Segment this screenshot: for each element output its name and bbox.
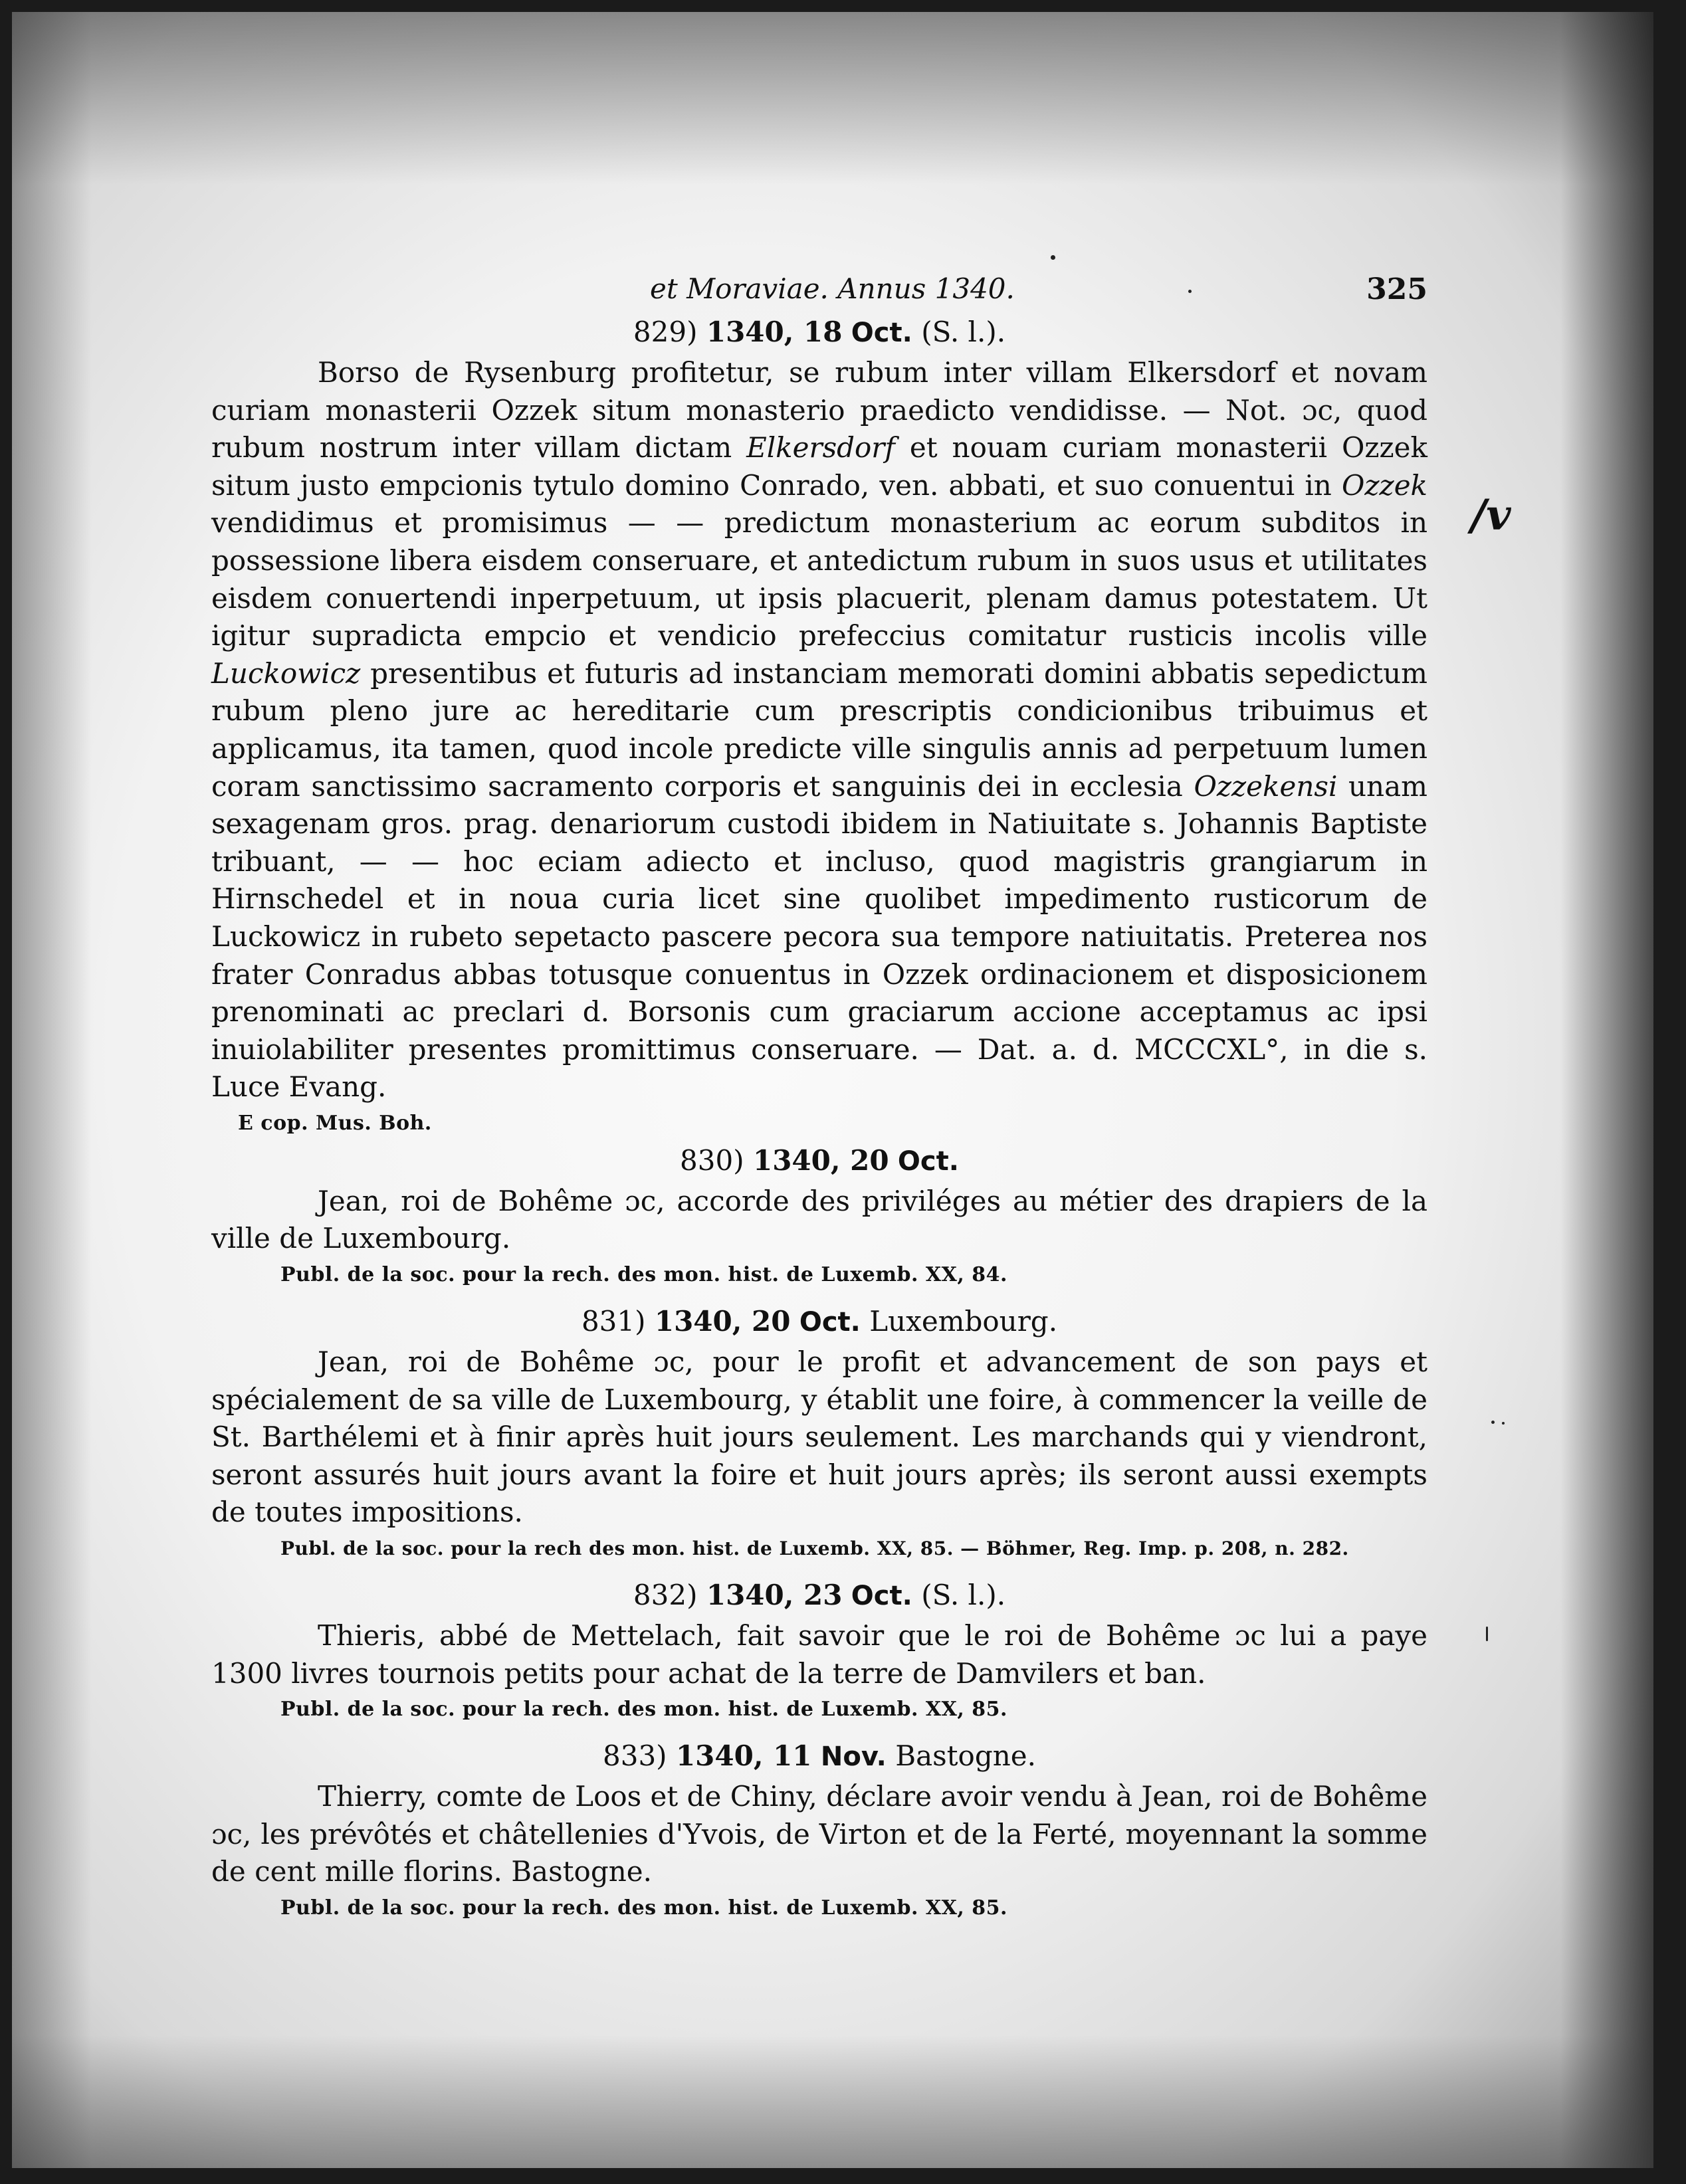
entry-heading [211,1577,1427,1615]
entry-829 [211,314,1427,1138]
entry-832 [211,1577,1427,1724]
running-head [211,272,1427,312]
italic-place-name: Elkersdorf [746,431,895,464]
page-number: 325 [1366,272,1427,306]
entry-source: E cop. Mus. Boh. [238,1111,432,1135]
entry-date: 1340, 23 [706,1579,843,1612]
entry-place: (S. l.). [921,1579,1006,1612]
entry-text: Thierry, comte de Loos et de Chiny, déclare avoir vendu à Jean, roi de Bohême ɔc, les prévôtés et châtellenies d'Yvois, de Virton et de la Ferté, moyennant la somme de cent mille florins. Bastogne. [211,1780,1427,1888]
entry-month: Oct. [897,1145,959,1177]
speck-mark [1051,255,1055,260]
entry-heading [211,314,1427,351]
entry-date: 1340, 20 [654,1305,791,1338]
entry-date: 1340, 11 [675,1739,812,1773]
entry-number: 830) [680,1143,744,1177]
text-run: et nouam curiam monasterii Ozzek situm justo empcionis tytulo domino Conrado, ven. abbati, et suo conuentui in [211,431,1427,502]
entry-place: (S. l.). [921,316,1006,348]
entry-text: Jean, roi de Bohême ɔc, pour le profit et advancement de son pays et spécialement de sa ville de Luxembourg, y établit une foire, à commencer la veille de St. Barthélemi et à finir après huit jours seulement. Les marchands qui y viendront, seront assurés huit jours avant la foire et huit jours après; ils seront aussi exempts de toutes impositions. [211,1345,1427,1529]
page-shadow-bottom [12,2035,1653,2168]
entry-heading [211,1142,1427,1180]
entry-month: Oct. [851,318,912,348]
entry-number: 832) [633,1579,698,1612]
entry-month: Oct. [799,1307,861,1338]
speck-mark [1486,1627,1488,1641]
text-run: presentibus et futuris ad instanciam memorati domini abbatis sepedictum rubum pleno jure ac hereditarie cum prescriptis condicionibus tribuimus et applicamus, ita tamen, quod incole predicte ville singulis annis ad perpetuum lumen coram sanctissimo sacramento corporis et sanguinis dei in ecclesia [211,656,1427,803]
entry-place: Luxembourg. [869,1305,1058,1338]
entry-heading [211,1303,1427,1341]
entry-month: Nov. [820,1741,887,1773]
text-run: Borso de Rysenburg profitetur, se rubum inter villam Elkersdorf et novam curiam monasterii Ozzek situm monasterio praedicto vendidisse. — Not. ɔc, quod rubum nostrum inter villam dictam [211,356,1427,464]
italic-place-name: Ozzek [1342,468,1427,502]
book-page [12,12,1653,2168]
entry-number: 829) [633,316,698,348]
entry-month: Oct. [851,1581,912,1612]
entry-source: Publ. de la soc. pour la rech. des mon. hist. de Luxemb. XX, 84. [280,1263,1007,1287]
entry-text: Thieris, abbé de Mettelach, fait savoir que le roi de Bohême ɔc lui a paye 1300 livres tournois petits pour achat de la terre de Damvilers et ban. [211,1619,1427,1690]
page-shadow-top [12,12,1653,185]
entry-source: Publ. de la soc. pour la rech. des mon. hist. de Luxemb. XX, 85. [280,1698,1007,1722]
entry-831 [211,1303,1427,1563]
italic-place-name: Luckowicz [211,656,361,690]
speck-mark [1502,1422,1505,1425]
text-run: unam sexagenam gros. prag. denariorum custodi ibidem in Natiuitate s. Johannis Baptiste tribuant, — — hoc eciam adiecto et incluso, quod magistris grangiarum in Hirnschedel et in noua curia licet sine quolibet impedimento rusticorum de Luckowicz in rubeto sepetacto pascere pecora sua tempore natiuitatis. Preterea nos frater Conradus abbas totusque conuentus in Ozzek ordinacionem et disposicionem prenominati ac preclari d. Borsonis cum graciarum accione acceptamus ac ipsi inuiolabiliter presentes promittimus conseruare. — Dat. a. d. MCCCXL°, in die s. Luce Evang. [211,769,1427,1104]
page-shadow-left [12,12,92,2168]
entry-830 [211,1142,1427,1290]
text-run: vendidimus et promisimus — — predictum monasterium ac eorum subditos in possessione libera eisdem conseruare, et antedictum rubum in suos usus et utilitates eisdem conuertendi inperpetuum, ut ipsis placuerit, plenam damus potestatem. Ut igitur supradicta empcio et vendicio prefeccius comitatur rusticis incolis ville [211,506,1427,652]
entry-number: 831) [581,1305,646,1338]
speck-mark [1491,1421,1495,1424]
margin-annotation: /v [1471,490,1511,540]
page-content [211,272,1427,1923]
italic-place-name: Ozzekensi [1194,769,1338,803]
entry-833 [211,1737,1427,1923]
entry-text [211,354,1427,1106]
entry-date: 1340, 18 [706,316,843,348]
entry-source: Publ. de la soc. pour la rech des mon. hist. de Luxemb. XX, 85. — Böhmer, Reg. Imp. p. 208, n. 282. [280,1538,1349,1560]
entry-date: 1340, 20 [752,1143,889,1177]
entry-source: Publ. de la soc. pour la rech. des mon. hist. de Luxemb. XX, 85. [280,1896,1007,1920]
page-shadow-right [1560,12,1653,2168]
running-title: et Moraviae. Annus 1340. [650,272,1015,305]
entry-heading [211,1737,1427,1775]
entry-text: Jean, roi de Bohême ɔc, accorde des priviléges au métier des drapiers de la ville de Luxembourg. [211,1184,1427,1255]
entry-place: Bastogne. [895,1739,1036,1773]
entry-number: 833) [603,1739,667,1773]
